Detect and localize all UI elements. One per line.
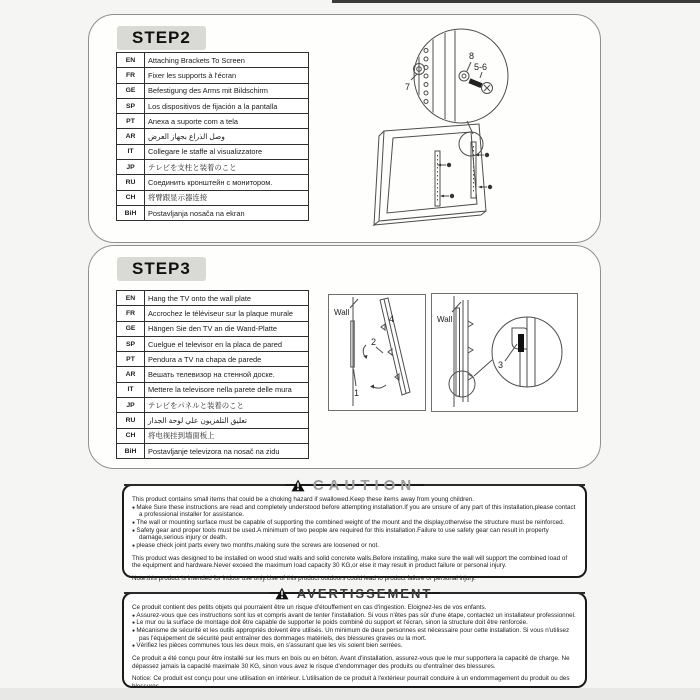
wall-label: Wall xyxy=(334,308,350,317)
language-code: GE xyxy=(117,83,145,98)
hanging-bracket-profile xyxy=(463,300,473,402)
caution-bullet: ● Make Sure these instructions are read and completely understood before attempting installation.If you are unsure of any part of this installation,please contact a professional installer for assistance. xyxy=(132,504,577,519)
wall-leader-line xyxy=(350,299,358,308)
instruction-text: Fixer les supports à l'écran xyxy=(145,68,309,83)
instruction-text: Attaching Brackets To Screen xyxy=(145,53,309,68)
instruction-text: Mettere la televisore nella parete delle mura xyxy=(145,382,309,397)
callout-4: 4 xyxy=(389,314,395,324)
table-row xyxy=(117,114,309,129)
avertissement-intro: Ce produit contient des petits objets qui pourraient être un risque d'étouffement en cas d'ingestion. Eloignez-les de vos enfants. xyxy=(132,604,487,611)
avertissement-box xyxy=(122,585,587,691)
instruction-text: Postavljanja nosača na ekran xyxy=(145,205,309,220)
table-row xyxy=(117,190,309,205)
bracket-holes xyxy=(424,40,428,112)
washer-7 xyxy=(411,64,425,81)
table-row xyxy=(117,352,309,367)
table-row xyxy=(117,129,309,144)
table-row xyxy=(117,382,309,397)
table-row xyxy=(117,336,309,351)
instruction-text: Hang the TV onto the wall plate xyxy=(145,291,309,306)
table-row xyxy=(117,53,309,68)
language-code: JP xyxy=(117,160,145,175)
avertissement-note: Notice: Ce produit est conçu pour une utilisation en intérieur. L'utilisation de ce produit à l'extérieur pourrait conduire à un endommagement du produit ou des blessures. xyxy=(132,675,570,691)
table-row xyxy=(117,160,309,175)
step3-language-table xyxy=(116,290,309,459)
instruction-text: テレビを支柱と装着のこと xyxy=(145,160,309,175)
caution-note: Note:this product is intended for indoor use only.Use of this product outdoors could lead to product failure or personal injury. xyxy=(132,575,476,583)
language-code: AR xyxy=(117,129,145,144)
instruction-text: 将臂跟显示器连接 xyxy=(145,190,309,205)
caution-header xyxy=(124,476,585,494)
table-row xyxy=(117,98,309,113)
language-code: CH xyxy=(117,428,145,443)
instruction-text: Pendura a TV na chapa de parede xyxy=(145,352,309,367)
avertissement-header xyxy=(124,584,585,602)
caution-box xyxy=(122,476,587,583)
instruction-text: Hängen Sie den TV an die Wand-Platte xyxy=(145,321,309,336)
magnified-safety-detail xyxy=(492,317,562,387)
tv-back-view xyxy=(374,124,492,225)
language-code: SP xyxy=(117,98,145,113)
language-code: BiH xyxy=(117,205,145,220)
table-row xyxy=(117,306,309,321)
table-row xyxy=(117,367,309,382)
instruction-text: Соединить кронштейн с монитором. xyxy=(145,175,309,190)
zoom-target-circle xyxy=(449,371,475,397)
header-rule-right xyxy=(424,484,585,486)
avertissement-bullet: ● Mécanisme de sécurité et les outils appropriés doivent être utilisés. Un minimum de deux personnes est nécessaire pour cette installation. Si vous n'utilisez pas l'équipement de sécurité peut entraîner des dommages matériels, des blessures graves ou la mort. xyxy=(132,627,577,642)
header-rule-left xyxy=(124,484,285,486)
callout-7: 7 xyxy=(405,82,411,92)
language-code: JP xyxy=(117,398,145,413)
plate-leader xyxy=(354,369,357,386)
table-row xyxy=(117,413,309,428)
language-code: SP xyxy=(117,336,145,351)
caution-intro: This product contains small items that could be a choking hazard if swallowed.Keep these items away from young children. xyxy=(132,496,474,503)
table-row xyxy=(117,175,309,190)
instruction-text: テレビをパネルと装着のこと xyxy=(145,398,309,413)
wall-plate xyxy=(456,308,460,396)
table-row xyxy=(117,321,309,336)
avertissement-bullet-list xyxy=(132,612,577,650)
caution-bullet: ● The wall or mounting surface must be capable of supporting the combined weight of the mount and the display,otherwise the structure must be reinforced. xyxy=(132,519,577,527)
language-code: PT xyxy=(117,114,145,129)
table-row xyxy=(117,83,309,98)
caution-body xyxy=(124,486,585,585)
tv-bracket-left xyxy=(435,151,440,206)
instruction-text: Collegare le staffe al visualizzatore xyxy=(145,144,309,159)
language-code: FR xyxy=(117,306,145,321)
language-code: CH xyxy=(117,190,145,205)
warning-icon xyxy=(275,587,289,600)
tilted-tv-bracket xyxy=(380,298,410,395)
callout-8: 8 xyxy=(469,51,475,61)
language-code: RU xyxy=(117,175,145,190)
step3-diagram-hang xyxy=(328,294,426,411)
caution-bullet: ● Safety gear and proper tools must be used.A minimum of two people are required for this installation.Failure to use safety gear can result in property damage,serious injury or death. xyxy=(132,527,577,542)
caution-bullet: ● please check joint parts every two months,making sure the screws are loosened or not. xyxy=(132,542,577,550)
table-row xyxy=(117,144,309,159)
avertissement-bullet: ● Vérifiez les pièces communes tous les deux mois, en s'assurant que les vis soient bien serrées. xyxy=(132,642,577,650)
instruction-text: 将电视挂到墙面板上 xyxy=(145,428,309,443)
language-code: FR xyxy=(117,68,145,83)
language-code: GE xyxy=(117,321,145,336)
avertissement-load-paragraph: Ce produit a été conçu pour être installé sur les murs en bois ou en béton. Avant d'installation, assurez-vous que le mur supportera la capacité de charge. Ne dépassez jamais la capacité maximale 30 KG, sinon vous avez le risque d'endommager des produits ou d'entraîner des blessures. xyxy=(132,655,570,670)
avertissement-title: AVERTISSEMENT xyxy=(296,585,433,601)
step2-panel xyxy=(88,14,601,243)
instruction-text: Вешать телевизор на стенной доске. xyxy=(145,367,309,382)
instruction-text: Los dispositivos de fijación a la pantalla xyxy=(145,98,309,113)
screw-5-6 xyxy=(469,72,493,94)
callout-2: 2 xyxy=(371,337,377,347)
language-code: PT xyxy=(117,352,145,367)
instruction-text: وصل الذراع بجهاز العرض xyxy=(145,129,309,144)
table-row xyxy=(117,443,309,458)
language-code: IT xyxy=(117,144,145,159)
avertissement-bullet: ● Assurez-vous que ces instructions sont lus et compris avant de tenter l'installation. Si vous n'êtes pas sûr d'une étape, contactez un installateur professionnel. xyxy=(132,612,577,620)
step2-language-table xyxy=(116,52,309,221)
language-code: BiH xyxy=(117,443,145,458)
step3-title: STEP3 xyxy=(117,257,206,281)
callout-1: 1 xyxy=(354,388,360,398)
table-row xyxy=(117,205,309,220)
instruction-text: Postavljanje televizora na nosač na zidu xyxy=(145,443,309,458)
step3-panel xyxy=(88,245,601,469)
table-row xyxy=(117,291,309,306)
avertissement-bullet: ● Le mur ou la surface de montage doit être capable de supporter le poids combiné du support et l'écran, sinon la structure doit être renforcée. xyxy=(132,619,577,627)
language-code: EN xyxy=(117,291,145,306)
washer-8 xyxy=(459,62,471,81)
wall-label: Wall xyxy=(437,315,453,324)
motion-arrows xyxy=(363,345,386,389)
instruction-text: Cuelgue el televisor en la placa de pared xyxy=(145,336,309,351)
instruction-text: Anexa a suporte com a tela xyxy=(145,114,309,129)
bracket-leader xyxy=(376,347,383,353)
language-code: IT xyxy=(117,382,145,397)
language-code: EN xyxy=(117,53,145,68)
caution-title: CAUTION xyxy=(312,476,417,494)
step2-diagram xyxy=(331,19,597,237)
table-row xyxy=(117,428,309,443)
language-code: RU xyxy=(117,413,145,428)
step2-title: STEP2 xyxy=(117,26,206,50)
avertissement-body xyxy=(124,594,585,693)
callout-5-6: 5-6 xyxy=(474,62,488,72)
warning-icon xyxy=(291,479,305,492)
mounting-screws xyxy=(437,153,492,198)
instruction-text: تعليق التلفزيون علي لوحة الجدار xyxy=(145,413,309,428)
header-rule-left xyxy=(124,592,269,594)
inset-leader-line xyxy=(474,360,492,376)
caution-load-paragraph: This product was designed to be installed on wood stud walls and solid concrete walls.Before installing, make sure the wall will support the combined load of the equipment and hardware.Never exceed the maximum load capacity 30 KG,or else it may result in product failure or personal injury. xyxy=(132,554,568,570)
instruction-text: Befestigung des Arms mit Bildschirm xyxy=(145,83,309,98)
step2-inset-circle xyxy=(405,29,508,123)
caution-bullet-list xyxy=(132,504,577,550)
scan-edge-artifact xyxy=(332,0,700,3)
callout-3: 3 xyxy=(498,360,504,370)
instruction-text: Accrochez le téléviseur sur la plaque murale xyxy=(145,306,309,321)
step3-diagram-safety xyxy=(431,293,578,412)
header-rule-right xyxy=(440,592,585,594)
tv-bracket-right xyxy=(471,142,476,198)
table-row xyxy=(117,398,309,413)
table-row xyxy=(117,68,309,83)
language-code: AR xyxy=(117,367,145,382)
